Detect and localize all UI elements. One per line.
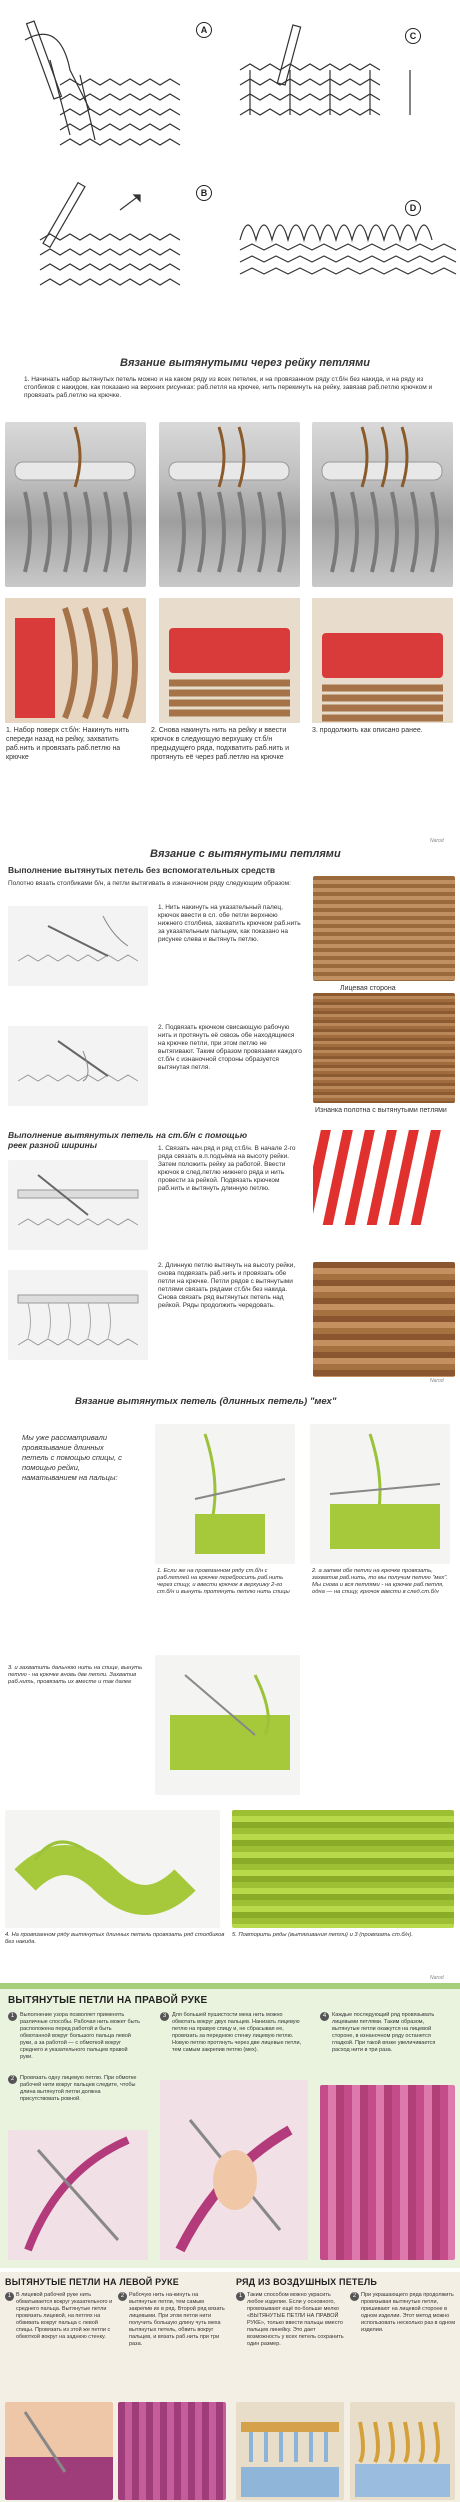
photo-step2-rake	[159, 422, 300, 587]
left-step-1: В лицевой рабочей руке нить обматывается вокруг указательного и среднего пальца. Вытянутые петли провязать лицевой, на петлях на обвивать вокруг пальца с левой спицы. Провязать из этой же петли с обмоткой вокруг на заднюю стенку.	[16, 2292, 113, 2340]
photo-green-fur	[232, 1810, 454, 1928]
left-step-number-2: 2	[118, 2292, 127, 2301]
chain-row-title: РЯД ИЗ ВОЗДУШНЫХ ПЕТЕЛЬ	[236, 2277, 378, 2287]
right-step-number-4: 4	[320, 2012, 329, 2021]
chain-step-number-1: 1	[236, 2292, 245, 2301]
section1-intro: 1. Начинать набор вытянутых петель можно и на каком ряду из всех петелек, и на провязанном ряду ст.б/н без накида, и на ряду из столбиков с накидом, как показано на верхних рисунках: раб.петля на крючке, нить перекинуть на рейку, завязав раб.петлю крючком и провязать раб.петлю на крючке.	[24, 376, 433, 399]
right-step-1: Выполнение узора позволяет применять различные способы. Рабочая нить может быть расположена перед работой и быть обмотанной вокруг большого пальца левой руки, а за работой — с обмоткой вокруг среднего и указательного пальцев правой руки.	[20, 2012, 141, 2060]
right-step-number-1: 1	[8, 2012, 17, 2021]
right-step-3: Для большей пушистости меха нить можно обмотать вокруг двух пальцев. Нанизать лицевую петлю на правую спицу и, не сбрасывая ее, провязать за переднюю стенку лицевую петлю. Новую петлю протянуть через две лицевые петли, тем самым закрепив петлю (мех).	[172, 2012, 302, 2053]
section2-subtitle: Выполнение вытянутых петель без вспомогательных средств	[8, 865, 276, 875]
photo-green-step2	[310, 1424, 450, 1564]
right-step-number-2: 2	[8, 2075, 17, 2084]
section2-step4: 2. Длинную петлю вытянуть на высоту рейки, снова подвязать раб.нить и провязать обе петли на крючке. Петли рядов с вытянутыми петлями связать рядами ст.б/н без накида. Снова связать ряд вытянутых петель над рейкой. Ряды продолжить чередовать.	[158, 1262, 296, 1309]
photo-face-side	[313, 876, 455, 981]
chain-step-1: Таким способом можно украсить любое изделие. Если у основного, провязывают ещё по-больше мелко «ВЫТЯНУТЫЕ ПЕТЛИ НА ПРАВОЙ РУКЕ», только ввести пальцы вместо пальцев линейку. Это дает возможность у всех петель сохранить один размер.	[247, 2292, 344, 2347]
diagram-label-c: C	[405, 28, 421, 44]
photo-green-step4	[5, 1810, 220, 1928]
drawing-rake-2	[8, 1270, 148, 1360]
section3-intro: Мы уже рассматривали провязывание длинных петель с помощью спицы, с помощью рейки, наматыванием на пальцы:	[22, 1433, 122, 1482]
section2-step2: 2. Подвязать крючком свисающую рабочую нить и протянуть её сквозь обе находящиеся на крючке петли, при этом петлю не вытягивают. Таким образом провязами каждого ст.б/н с изнаночной стороны образуется вытянутая петля.	[158, 1024, 302, 1071]
section3-caption-5: 5. Повторить ряды (вытягивания петли) и 3 (провязать ст.б/н).	[232, 1932, 414, 1938]
drawing-hook-1	[8, 906, 148, 986]
section2-signature: Narod	[430, 1378, 444, 1384]
photo-red-slats	[313, 1120, 455, 1230]
photo-pink-1	[8, 2130, 148, 2260]
section1-title: Вязание вытянутыми через рейку петлями	[120, 357, 370, 369]
diagram-label-b: B	[196, 185, 212, 201]
section3-caption-1: 1. Если же на провязанном ряду ст.б/н с раб.петлей на крючке перебросить раб.нить через спицу, и ввести крючок в верхушку 2-го ст.б/н и вынуть протянуть петлю нить спицы	[157, 1568, 290, 1595]
photo-green-step1	[155, 1424, 295, 1564]
section3-caption-2: 2. а затем обе петли на крючке провязать, захватив раб.нить, то мы получим петлю "мех". Мы снова и вся петлями - на крючке раб.петля, одна — на спицу, крючок ввести в след.ст.б/н	[312, 1568, 448, 1595]
photo-left-hand-1	[5, 2402, 113, 2500]
photo-wrong-side	[313, 993, 455, 1103]
diagram-label-d: D	[405, 200, 421, 216]
photo-step1-rake	[5, 422, 146, 587]
right-step-4: Каждые последующий ряд провязывать лицевыми петлями. Таким образом, вытянутые петли окажутся на лицевой стороне, в изнаночном ряду останется гладкой. При такой вязке увеличивается расход нити в три раза.	[332, 2012, 436, 2053]
section2-intro: Полотно вязать столбиками б/н, а петли вытягивать в изнаночном ряду следующим образом:	[8, 880, 291, 887]
drawing-rake-1	[8, 1160, 148, 1250]
section1-caption-1: 1. Набор поверх ст.б/н: Накинуть нить спереди назад на рейку, захватить раб.нить и провязать раб.петлю на крючке	[6, 727, 130, 761]
photo-loop-fabric	[313, 1262, 455, 1377]
photo-red-rake-1	[5, 598, 146, 723]
chain-step-number-2: 2	[350, 2292, 359, 2301]
diagram-label-a: A	[196, 22, 212, 38]
section3-caption-3: 3. и захватить дальнюю нить на спице, вынуть петлю - на крючке вновь две петли. Захватив раб.нить, провязать их вместе и так далее	[8, 1665, 143, 1685]
photo-step3-rake	[312, 422, 453, 587]
photo-red-rake-2	[159, 598, 300, 723]
left-hand-title: ВЫТЯНУТЫЕ ПЕТЛИ НА ЛЕВОЙ РУКЕ	[5, 2277, 179, 2287]
left-step-number-1: 1	[5, 2292, 14, 2301]
section1-caption-3: 3. продолжить как описано ранее.	[312, 727, 423, 734]
photo-pink-fur	[320, 2085, 455, 2260]
section2-step3: 1. Связать нач.ряд и ряд ст.б/н. В начале 2-го ряда связать в.п.подъёма на высоту рейки. Затем положить рейку за работой. Ввести крючок в след.петлю нижнего ряда и нить провести за рейкой. Подвязать крючком раб.нить и вытянуть длинную петлю.	[158, 1145, 296, 1192]
diagram-panel	[0, 0, 460, 312]
photo-chain-1	[236, 2402, 344, 2500]
section3-title: Вязание вытянутых петель (длинных петель) "мех"	[75, 1396, 337, 1407]
diagram-b	[40, 183, 180, 285]
photo-left-hand-2	[118, 2402, 226, 2500]
section2-step1: 1. Нить накинуть на указательный палец, крючок ввести в сл. обе петли верхнюю нижнего столбика, захватить крючком раб.нить за указательным пальцем, как показано на рисунке слева и вытянуть петлю.	[158, 904, 301, 943]
diagram-d	[240, 225, 456, 274]
left-step-2: Рабочую нить на-кинуть на вытянутые петли, тем самым закрепив их в ряд. Второй ряд вязать лицевыми. При этом петли нити получить большую длину чуть меха вытянутых петель, обвить вокруг пальцев, и вязать раб.нить при три раза.	[129, 2292, 225, 2347]
right-step-2: Провязать одну лицевую петлю. При обмотке рабочей нити вокруг пальцев следите, чтобы длина вытянутой петли должна присутствовать ровной.	[20, 2075, 137, 2102]
section2-subtitle2: Выполнение вытянутых петель на ст.б/н с помощью реек разной ширины	[8, 1130, 248, 1150]
crochet-diagrams	[0, 0, 460, 312]
photo-pink-2	[160, 2080, 308, 2260]
photo-red-rake-3	[312, 598, 453, 723]
drawing-hook-2	[8, 1026, 148, 1106]
right-step-number-3: 3	[160, 2012, 169, 2021]
photo-chain-2	[350, 2402, 455, 2500]
chain-step-2: При украшающего ряда продолжить провязывая вытянутые петли, пришивают на лицевой стороне в одном изделии. Этот метод можно использовать несколько раз в одном изделии.	[361, 2292, 456, 2333]
section2-title: Вязание с вытянутыми петлями	[150, 848, 341, 860]
photo-green-step3	[155, 1655, 300, 1795]
diagram-c	[240, 25, 410, 115]
section1-signature: Narod	[430, 838, 444, 844]
section3-signature: Narod	[430, 1975, 444, 1981]
face-side-label: Лицевая сторона	[340, 985, 396, 992]
section3-caption-4: 4. На провязанном ряду вытянутых длинных петель провязать ряд столбиков без накида.	[5, 1932, 225, 1945]
section1-caption-2: 2. Снова накинуть нить на рейку и ввести крючок в следующую верхушку ст.б/н предыдущего ряда, подхватить раб.нить и протянуть её через раб.петлю на крючке	[151, 727, 290, 761]
diagram-a	[25, 21, 180, 145]
right-hand-title: ВЫТЯНУТЫЕ ПЕТЛИ НА ПРАВОЙ РУКЕ	[8, 1995, 208, 2006]
wrong-side-label: Изнанка полотна с вытянутыми петлями	[315, 1107, 447, 1114]
